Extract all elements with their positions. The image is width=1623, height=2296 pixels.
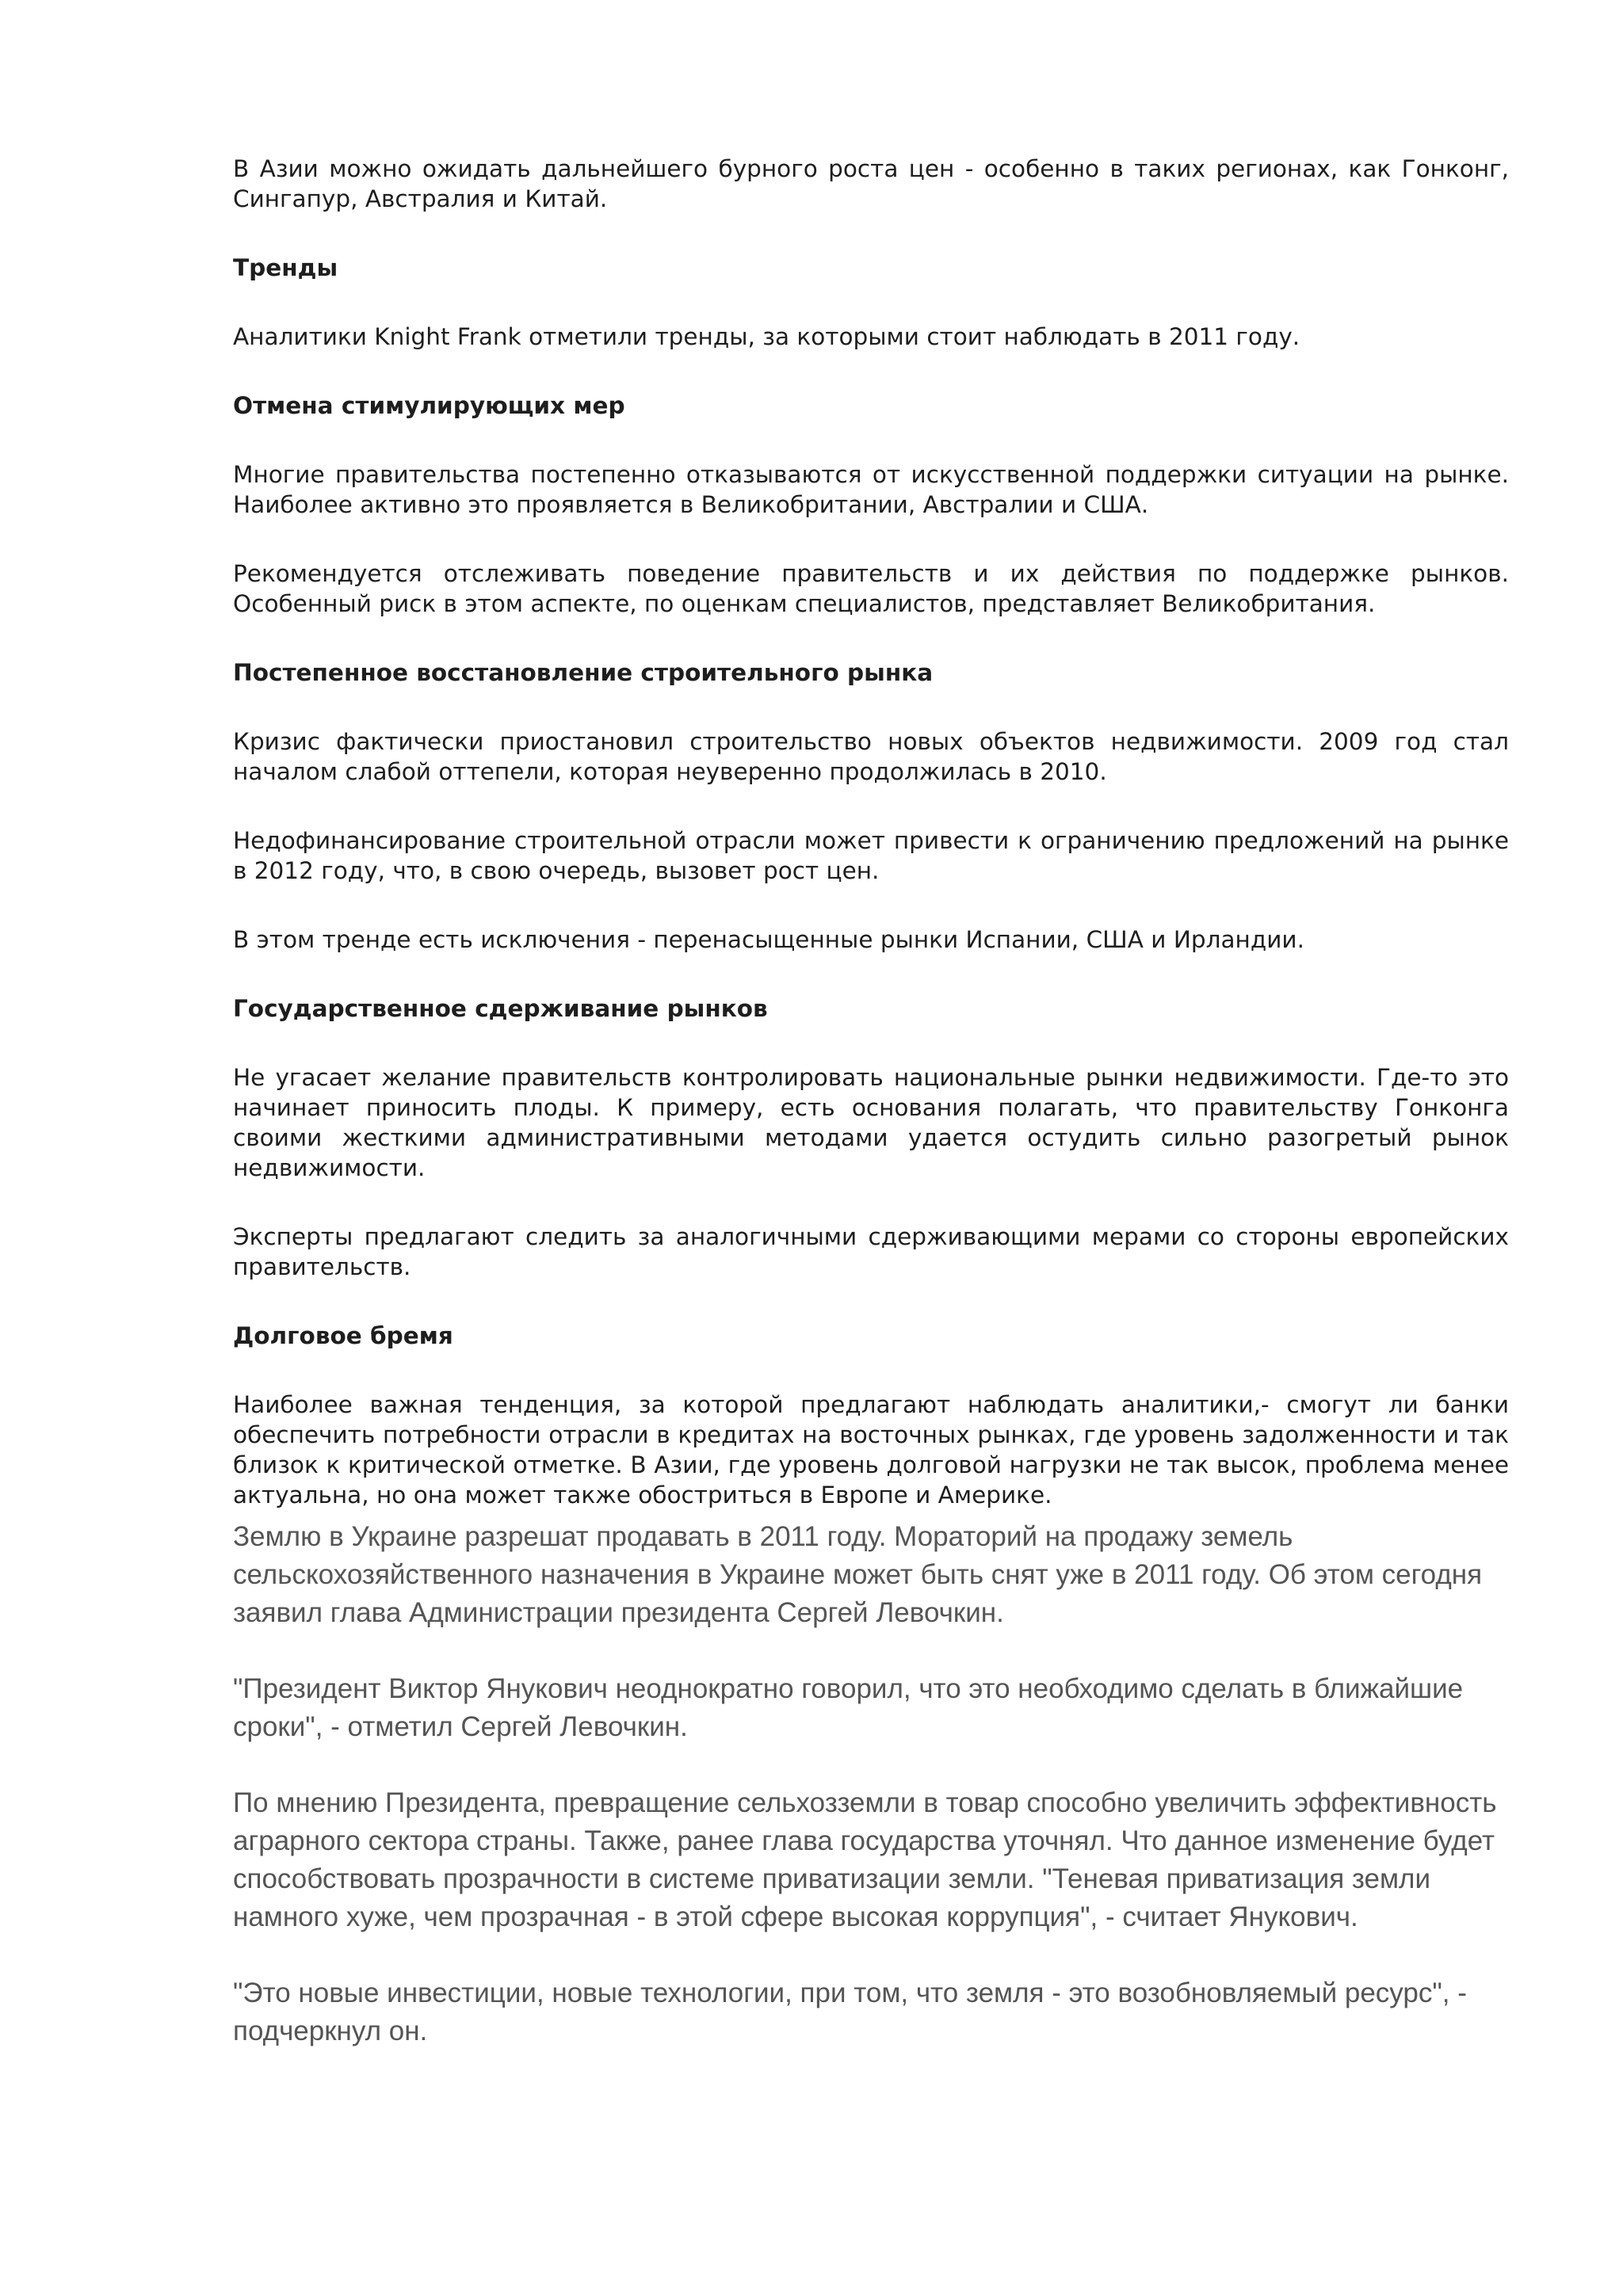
heading-restraint: Государственное сдерживание рынков (233, 995, 768, 1022)
land-paragraph-3: По мнению Президента, превращение сельхозземли в товар способно увеличить эффективность аграрного сектора страны. Также, ранее глава государства уточнял. Что данное изменение будет способствовать прозрачности в системе приватизации земли. "Теневая приватизация земли намного хуже, чем прозрачная - в этой сфере высокая коррупция", - считает Янукович. (233, 1787, 1497, 1932)
stimulus-paragraph-2: Рекомендуется отслеживать поведение правительств и их действия по поддержке рынков. Особенный риск в этом аспекте, по оценкам специалистов, представляет Великобритания. (233, 560, 1509, 617)
trends-intro-paragraph: Аналитики Knight Frank отметили тренды, за которыми стоит наблюдать в 2011 году. (233, 323, 1300, 350)
heading-debt: Долговое бремя (233, 1322, 453, 1349)
article-land-sale (233, 1518, 1509, 2050)
intro-paragraph: В Азии можно ожидать дальнейшего бурного роста цен - особенно в таких регионах, как Гонконг, Сингапур, Австралия и Китай. (233, 155, 1509, 212)
document-page (233, 154, 1509, 2088)
heading-construction: Постепенное восстановление строительного рынка (233, 659, 934, 686)
debt-paragraph: Наиболее важная тенденция, за которой предлагают наблюдать аналитики,- смогут ли банки обеспечить потребности отрасли в кредитах на восточных рынках, где уровень задолженности и так близок к критической отметке. В Азии, где уровень долговой нагрузки не так высок, проблема менее актуальна, но она может также обостриться в Европе и Америке. (233, 1391, 1509, 1508)
construction-paragraph-1: Кризис фактически приостановил строительство новых объектов недвижимости. 2009 год стал началом слабой оттепели, которая неуверенно продолжилась в 2010. (233, 728, 1509, 785)
land-paragraph-2: "Президент Виктор Янукович неоднократно говорил, что это необходимо сделать в ближайшие сроки", - отметил Сергей Левочкин. (233, 1673, 1464, 1742)
heading-trends: Тренды (233, 254, 338, 281)
construction-paragraph-2: Недофинансирование строительной отрасли может привести к ограничению предложений на рынке в 2012 году, что, в свою очередь, вызовет рост цен. (233, 827, 1509, 884)
restraint-paragraph-1: Не угасает желание правительств контролировать национальные рынки недвижимости. Где-то это начинает приносить плоды. К примеру, есть основания полагать, что правительству Гонконга своими жесткими административными методами удается остудить сильно разогретый рынок недвижимости. (233, 1064, 1509, 1181)
restraint-paragraph-2: Эксперты предлагают следить за аналогичными сдерживающими мерами со стороны европейских правительств. (233, 1223, 1509, 1280)
article-real-estate-trends (233, 154, 1509, 1510)
stimulus-paragraph-1: Многие правительства постепенно отказываются от искусственной поддержки ситуации на рынке. Наиболее активно это проявляется в Великобритании, Австралии и США. (233, 461, 1509, 518)
construction-paragraph-3: В этом тренде есть исключения - перенасыщенные рынки Испании, США и Ирландии. (233, 926, 1304, 953)
heading-stimulus: Отмена стимулирующих мер (233, 392, 625, 419)
land-paragraph-4: "Это новые инвестиции, новые технологии, при том, что земля - это возобновляемый ресурс", - подчеркнул он. (233, 1978, 1467, 2046)
land-paragraph-1: Землю в Украине разрешат продавать в 2011 году. Мораторий на продажу земель сельскохозяйственного назначения в Украине может быть снят уже в 2011 году. Об этом сегодня заявил глава Администрации президента Сергей Левочкин. (233, 1521, 1483, 1628)
